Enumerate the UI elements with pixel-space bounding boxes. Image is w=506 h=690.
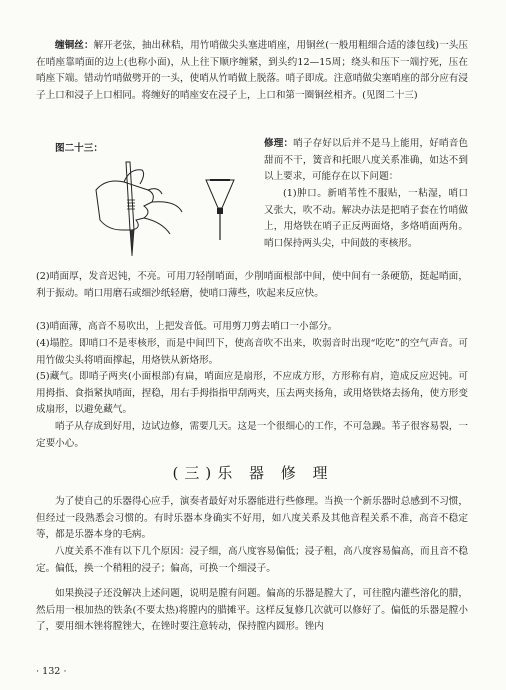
list-item-thin-blade: (3)哨面薄，高音不易吹出，上把发音低。可用剪刀剪去哨口一小部分。 [36,321,338,332]
list-item-swollen-tip: (1)肿口。新哨苇性不服贴，一粘湿，哨口又张大，吹不动。解决办法是把哨子套在竹哨做上，用烙铁在哨子正反两面烙，多烙哨面两角。哨口保持两头尖，中间鼓的枣核形。 [264,188,468,249]
section-heading: (三)乐 器 修 理 [172,464,334,482]
page-number: · 132 · [36,666,67,677]
wrapping-wire-text: 解开老弦，抽出秫秸，用竹哨做尖头塞进哨座，用铜丝(一般用粗细合适的漆包线)一头压在哨座靠哨面的边上(也称小面)，从上往下顺序缠紧，到头约12—15周；绕头和压下一端拧死，压在哨座下端。错动竹哨做劈开的一头，使哨从竹哨做上脱落。哨子即成。注意哨做尖塞哨座的部分应有浸子上口和浸子上口相同。将缠好的哨座安在浸子上，上口和第一圈铜丝相齐。(见图二十三) [36,40,468,101]
paragraph-repair [264,136,468,186]
section-paragraph-1: 为了使自己的乐器得心应手，演奏者最好对乐器能进行些修理。当换一个新乐器时总感到不习惯，但经过一段熟悉会习惯的。有时乐器本身确实不好用，如八度关系及其他音程关系不准，高音不稳定等，都是乐器本身的毛病。 [36,496,468,541]
figure-label: 图二十三： [55,143,103,154]
reed-wrapping-illustration [86,160,256,270]
repair-text: 哨子存好以后并不是马上能用，好哨音色甜而不干，簧音和托眼八度关系准确，如达不到以上要求，可能存在以下问题： [264,138,469,183]
list-item-air-leak: (5)藏气。即哨子两夹(小面根部)有扁，哨面应是扇形，不应成方形，方形称有肩，造成反应迟钝。可用拇指、食指紧执哨面，捏稳，用右手拇指指甲刮两夹，压去两夹扬角，或用烙铁烙去扬角，使方形变成扇形，以避免藏气。 [36,371,468,416]
list-item-thick-blade: (2)哨面厚，发音迟钝，不亮。可用刀轻削哨面，少削哨面根部中间，使中间有一条硬筋，挺起哨面，利于振动。哨口用磨石或细沙纸轻磨，使哨口薄些，吹起来反应快。 [36,271,468,299]
closing-paragraph: 哨子从存成到好用，边试边修，需要几天。这是一个很细心的工作，不可急躁。苇子很容易裂，一定要小心。 [36,421,468,449]
section-paragraph-2: 八度关系不准有以下几个原因：浸子细，高八度容易偏低；浸子粗，高八度容易偏高，而且音不稳定。偏低，换一个稍粗的浸子；偏高，可换一个细浸子。 [36,546,468,574]
term-wrapping-wire: 缠铜丝： [55,40,94,51]
section-paragraph-3: 如果换浸子还没解决上述问题，说明是膛有问题。偏高的乐器是膛大了，可往膛内灌些溶化的腊，然后用一根加热的铁条(不要太热)将膛内的腊摊平。这样反复修几次就可以修好了。偏低的乐器是膛小了，要用细木锉将膛锉大，在锉时要注意转动，保持膛内圆形。锉内 [36,588,468,633]
term-repair: 修理： [264,138,294,149]
list-item-collapsed-tip: (4)塌腔。即哨口不是枣核形，而是中间凹下，使高音吹不出来，吹弱音时出现“吃吃”的空气声音。可用竹做尖头将哨面撑起，用烙铁从新烙形。 [36,338,468,366]
paragraph-wrapping-wire [36,38,468,104]
